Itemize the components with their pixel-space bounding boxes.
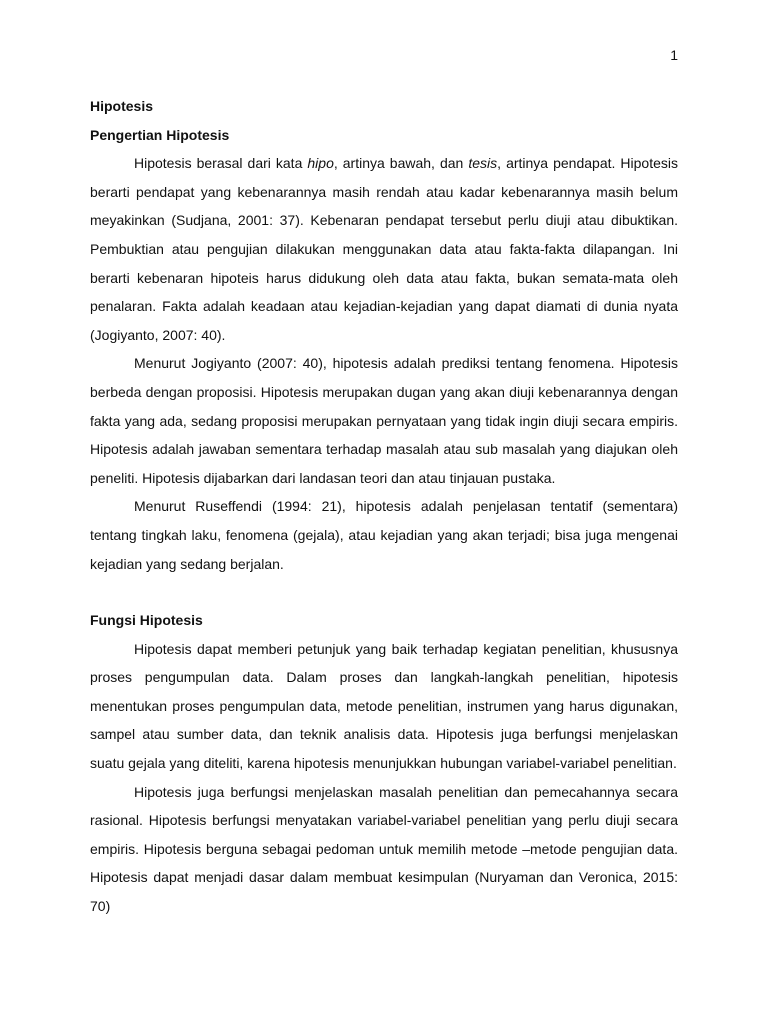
paragraph-jogiyanto: Menurut Jogiyanto (2007: 40), hipotesis adalah prediksi tentang fenomena. Hipotesis berbeda dengan proposisi. Hipotesis merupakan dugan yang akan diuji kebenarannya dengan fakta yang ada, sedang proposisi merupakan pernyataan yang tidak ingin diuji secara empiris. Hipotesis adalah jawaban sementara terhadap masalah atau sub masalah yang diajukan oleh peneliti. Hipotesis dijabarkan dari landasan teori dan atau tinjauan pustaka.: [90, 355, 678, 486]
italic-term-hipo: hipo: [307, 155, 334, 172]
section-heading-pengertian: Pengertian Hipotesis: [90, 126, 230, 143]
paragraph-ruseffendi: Menurut Ruseffendi (1994: 21), hipotesis adalah penjelasan tentatif (sementara) tentang tingkah laku, fenomena (gejala), atau kejadian yang akan terjadi; bisa juga mengenai kejadian yang sedang berjalan.: [90, 498, 678, 572]
paragraph-text: , artinya pendapat. Hipotesis berarti pendapat yang kebenarannya masih rendah atau kadar kebenarannya masih belum meyakinkan (Sudjana, 2001: 37). Kebenaran pendapat tersebut perlu diuji atau dibuktikan. Pembuktian atau pengujian dilakukan menggunakan data atau fakta-fakta dilapangan. Ini berarti kebenaran hipoteis harus didukung oleh data atau fakta, bukan semata-mata oleh penalaran. Fakta adalah keadaan atau kejadian-kejadian yang dapat diamati di dunia nyata (Jogiyanto, 2007: 40).: [90, 155, 678, 343]
paragraph-text: , artinya bawah, dan: [333, 155, 469, 172]
paragraph-text: Hipotesis berasal dari kata: [134, 155, 308, 172]
page-number: 1: [670, 47, 678, 63]
paragraph-fungsi-2: Hipotesis juga berfungsi menjelaskan masalah penelitian dan pemecahannya secara rasional. Hipotesis berfungsi menyatakan variabel-variabel penelitian yang perlu diuji secara empiris. Hipotesis berguna sebagai pedoman untuk memilih metode –metode pengujian data. Hipotesis dapat menjadi dasar dalam membuat kesimpulan (Nuryaman dan Veronica, 2015: 70): [90, 783, 678, 915]
section-heading-fungsi: Fungsi Hipotesis: [90, 612, 203, 629]
document-title: Hipotesis: [90, 98, 154, 114]
paragraph-definition: [90, 149, 678, 349]
italic-term-tesis: tesis: [468, 155, 498, 172]
paragraph-fungsi-1: Hipotesis dapat memberi petunjuk yang baik terhadap kegiatan penelitian, khususnya proses pengumpulan data. Dalam proses dan langkah-langkah penelitian, hipotesis menentukan proses pengumpulan data, metode penelitian, instrumen yang harus digunakan, sampel atau sumber data, dan teknik analisis data. Hipotesis juga berfungsi menjelaskan suatu gejala yang diteliti, karena hipotesis menunjukkan hubungan variabel-variabel penelitian.: [90, 640, 678, 772]
document-body: [90, 92, 678, 921]
